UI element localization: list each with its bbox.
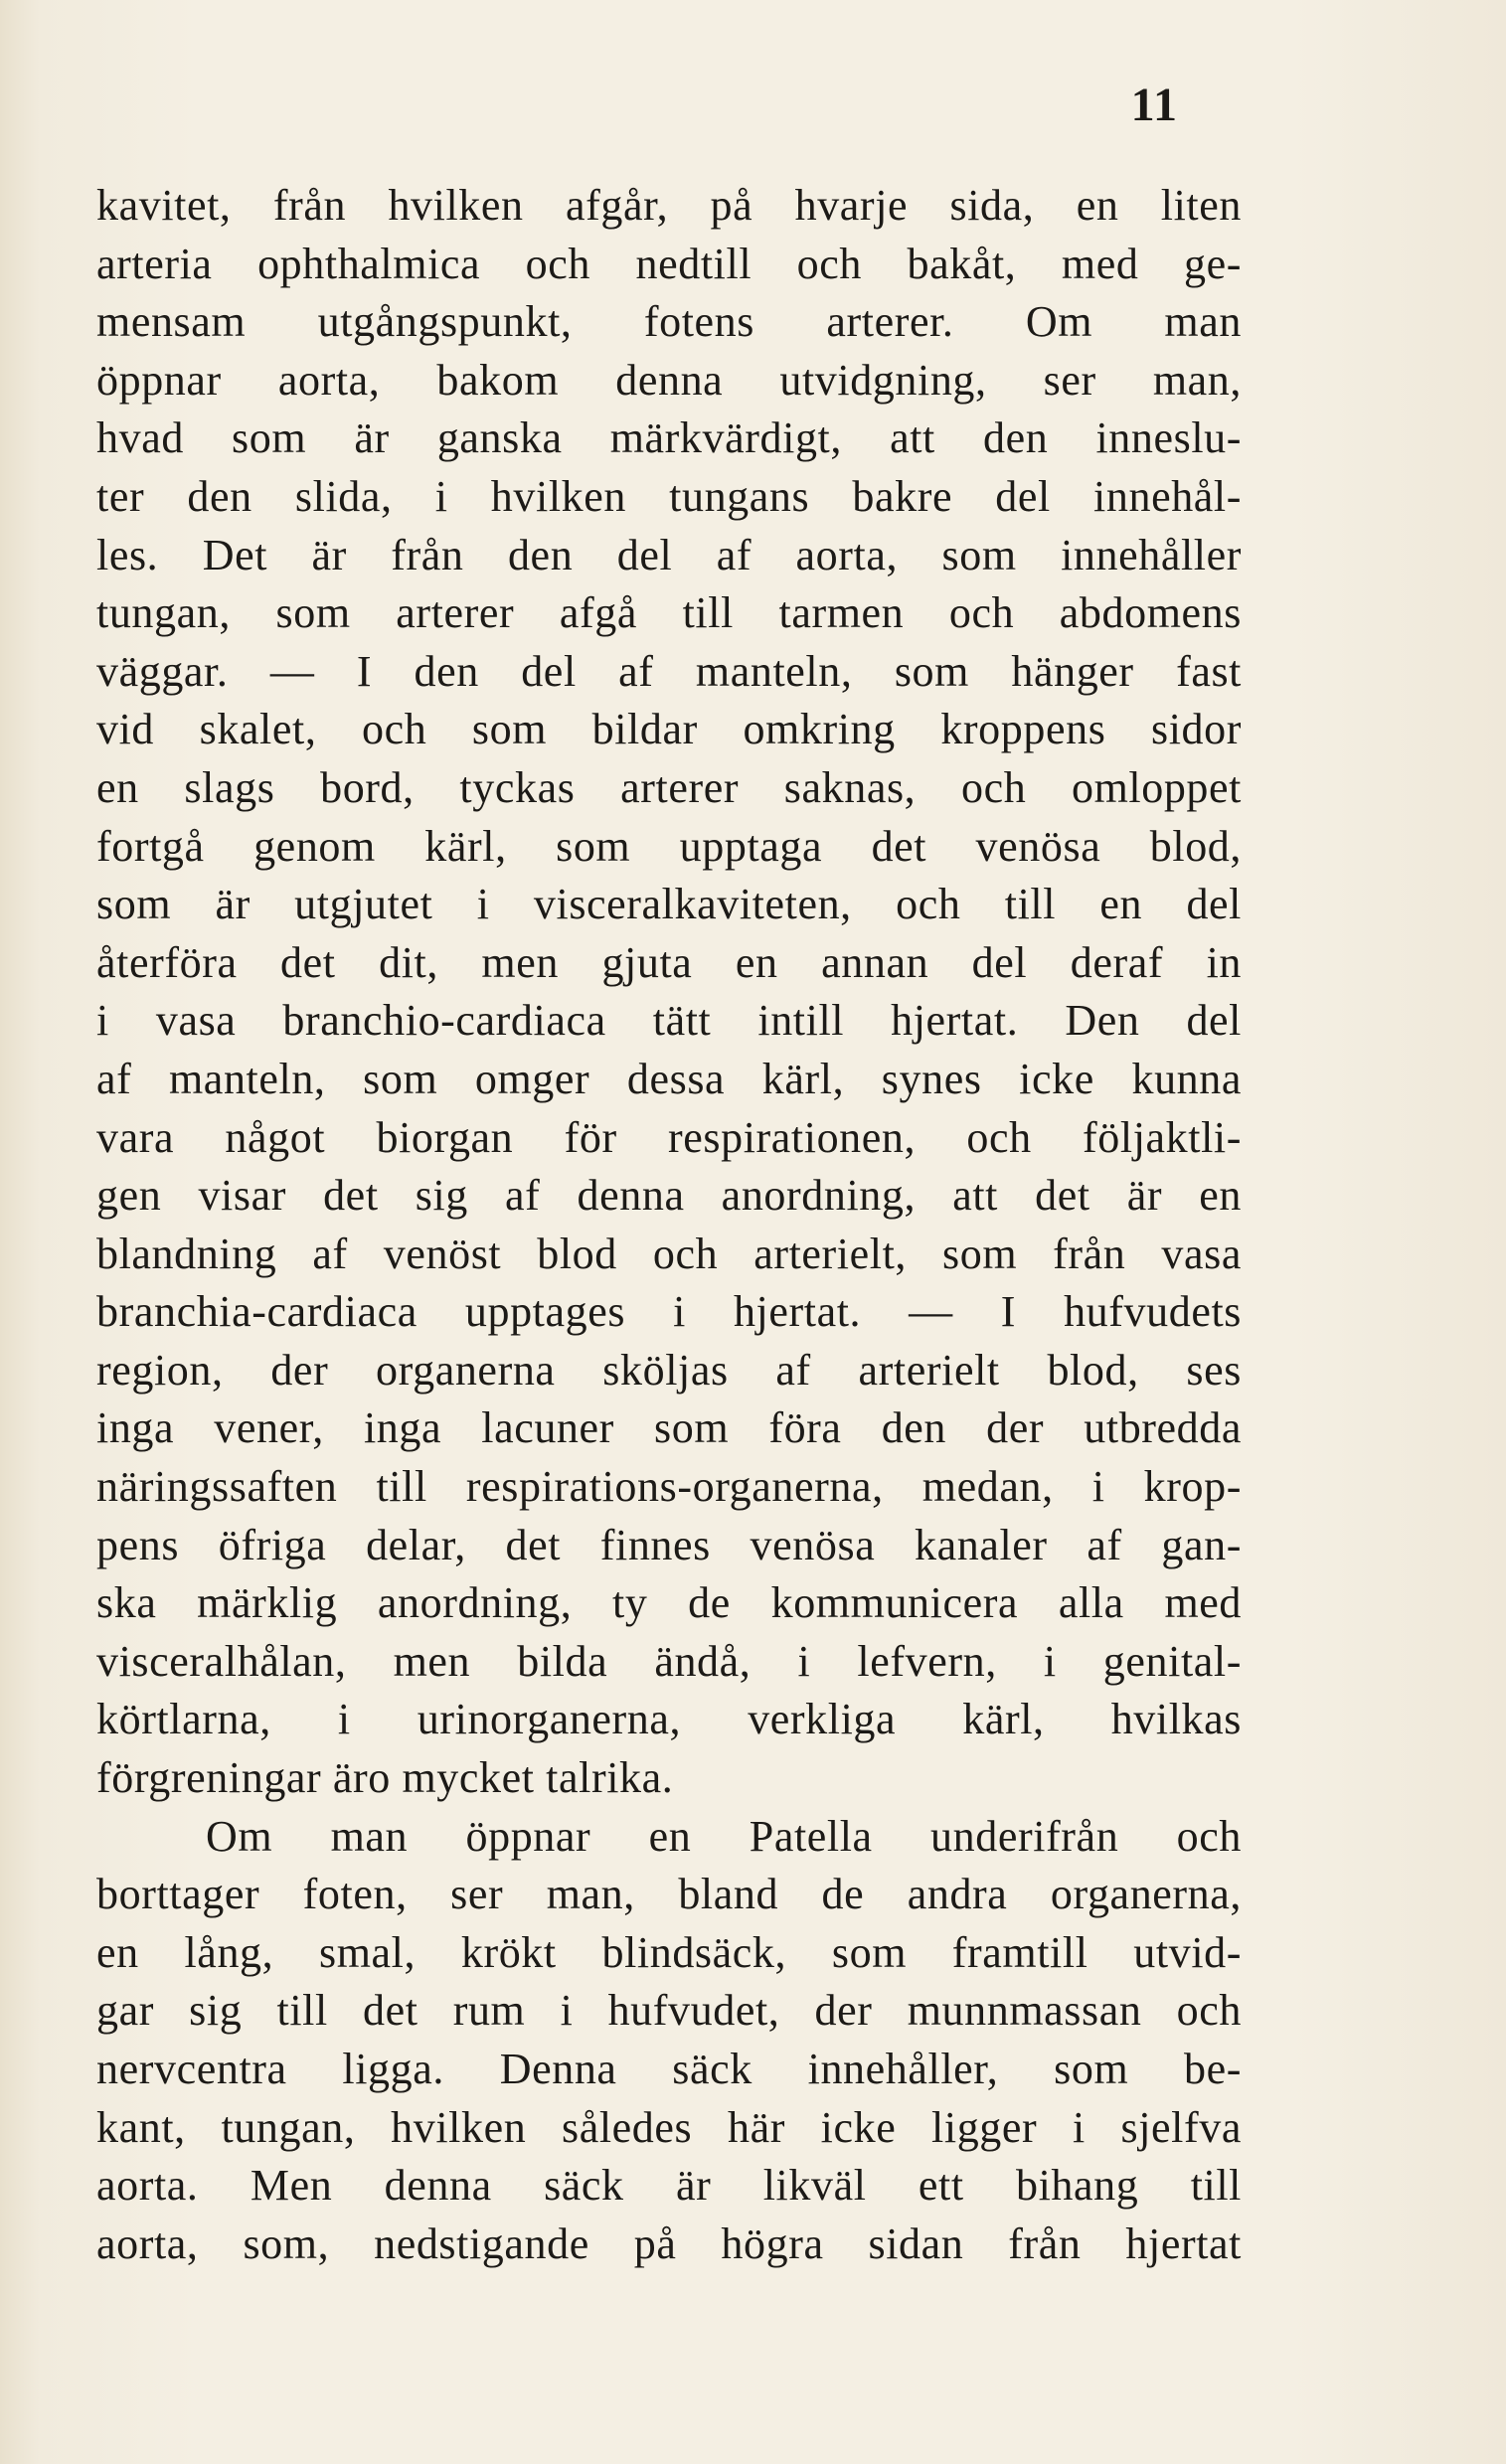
text-line: af manteln, som omger dessa kärl, synes icke kunna: [96, 1054, 1242, 1103]
text-line: mensam utgångspunkt, fotens arterer. Om man: [96, 297, 1242, 347]
text-line: vara något biorgan för respirationen, och följaktli-: [96, 1112, 1242, 1162]
text-line: kant, tungan, hvilken således här icke ligger i sjelfva: [96, 2102, 1242, 2152]
text-line: en slags bord, tyckas arterer saknas, och omloppet: [96, 762, 1242, 812]
text-line: ska märklig anordning, ty de kommunicera alla med: [96, 1578, 1242, 1628]
text-line: väggar. — I den del af manteln, som hänger fast: [96, 646, 1242, 696]
text-line: i vasa branchio-cardiaca tätt intill hjertat. Den del: [96, 996, 1242, 1046]
paragraph-start-line: Om man öppnar en Patella underifrån och: [206, 1811, 1242, 1861]
text-line: kavitet, från hvilken afgår, på hvarje sida, en liten: [96, 181, 1242, 230]
text-line: blandning af venöst blod och arterielt, som från vasa: [96, 1229, 1242, 1278]
text-line: aorta. Men denna säck är likväl ett bihang till: [96, 2161, 1242, 2211]
text-line: branchia-cardiaca upptages i hjertat. — I hufvudets: [96, 1287, 1242, 1337]
text-line: aorta, som, nedstigande på högra sidan från hjertat: [96, 2218, 1242, 2268]
text-line: vid skalet, och som bildar omkring kroppens sidor: [96, 705, 1242, 754]
page-number: 11: [1130, 79, 1178, 131]
text-line: borttager foten, ser man, bland de andra organerna,: [96, 1870, 1242, 1919]
text-line: gen visar det sig af denna anordning, att det är en: [96, 1171, 1242, 1221]
text-line: visceralhålan, men bilda ändå, i lefvern, i genital-: [96, 1636, 1242, 1686]
text-line: inga vener, inga lacuner som föra den der utbredda: [96, 1403, 1242, 1453]
text-line: les. Det är från den del af aorta, som innehåller: [96, 530, 1242, 579]
text-line: som är utgjutet i visceralkaviteten, och till en del: [96, 880, 1242, 929]
text-line: tungan, som arterer afgå till tarmen och abdomens: [96, 588, 1242, 638]
text-line: näringssaften till respirations-organerna, medan, i krop-: [96, 1462, 1242, 1512]
body-text: [96, 177, 1242, 2273]
text-line: öppnar aorta, bakom denna utvidgning, ser man,: [96, 355, 1242, 405]
text-line: region, der organerna sköljas af arterielt blod, ses: [96, 1345, 1242, 1395]
text-line: ter den slida, i hvilken tungans bakre del innehål-: [96, 471, 1242, 521]
text-line: en lång, smal, krökt blindsäck, som framtill utvid-: [96, 1927, 1242, 1977]
text-line: återföra det dit, men gjuta en annan del deraf in: [96, 937, 1242, 987]
text-line: arteria ophthalmica och nedtill och bakåt, med ge-: [96, 239, 1242, 288]
text-line: körtlarna, i urinorganerna, verkliga kärl, hvilkas: [96, 1695, 1242, 1744]
text-line: nervcentra ligga. Denna säck innehåller, som be-: [96, 2045, 1242, 2093]
text-line: hvad som är ganska märkvärdigt, att den inneslu-: [96, 413, 1242, 463]
text-line: fortgå genom kärl, som upptaga det venösa blod,: [96, 821, 1242, 871]
text-line: pens öfriga delar, det finnes venösa kanaler af gan-: [96, 1520, 1242, 1569]
text-line: gar sig till det rum i hufvudet, der munnmassan och: [96, 1986, 1242, 2036]
paragraph-end-line: förgreningar äro mycket talrika.: [96, 1753, 674, 1803]
